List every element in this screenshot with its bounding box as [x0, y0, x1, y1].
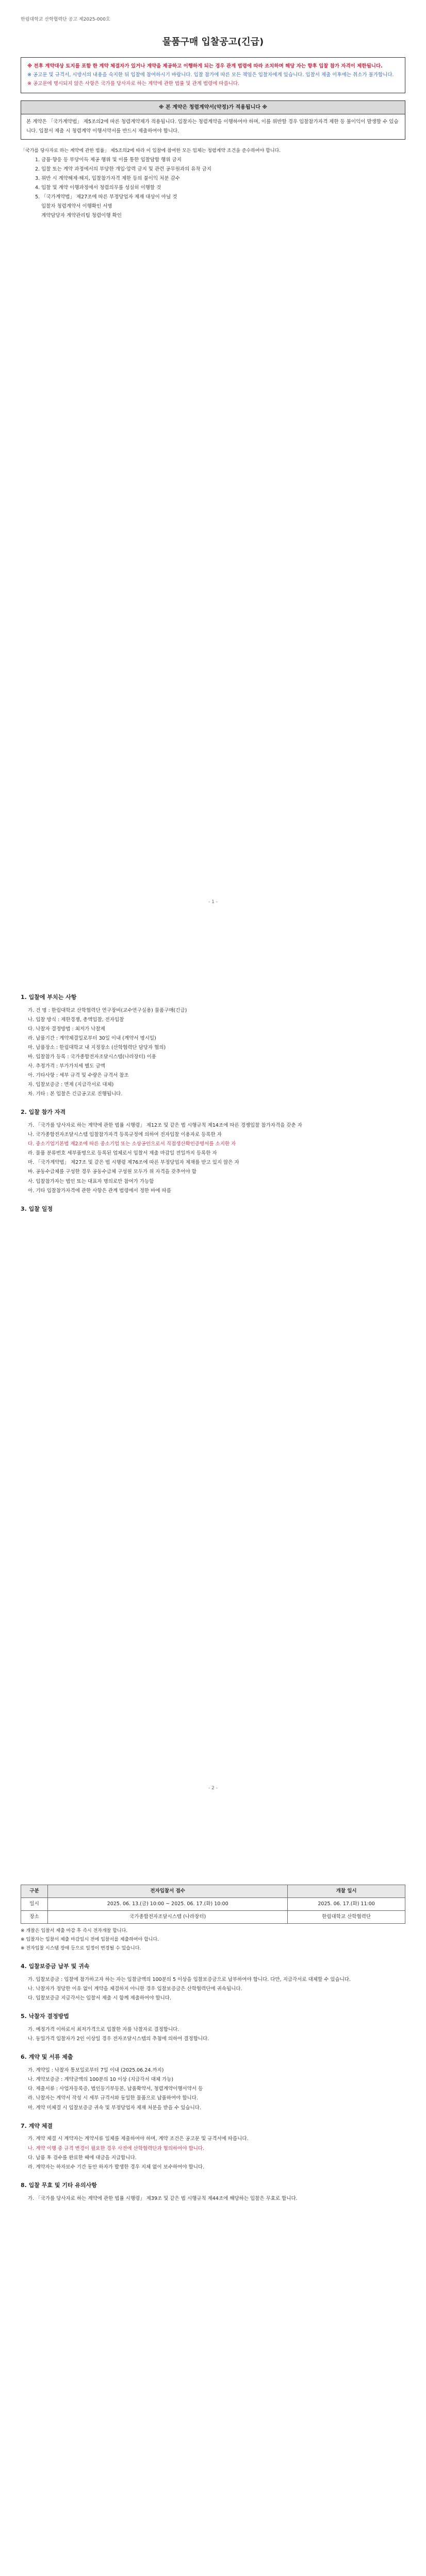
section-title: 4. 입찰보증금 납부 및 귀속	[21, 1963, 90, 1970]
section-item: 나. 낙찰자가 정당한 이유 없이 계약을 체결하지 아니한 경우 입찰보증금은 산학협력단에 귀속됩니다.	[28, 1986, 242, 1992]
section-item: 가. 입찰보증금 : 입찰에 참가하고자 하는 자는 입찰금액의 100분의 5 이상을 입찰보증금으로 납부하여야 합니다. 다만, 지급각서로 대체할 수 있습니다.	[28, 1977, 351, 1983]
section-item: 가. 건 명 : 한림대학교 산학협력단 연구장비(교수연구실용) 물품구매(긴급)	[28, 1007, 187, 1013]
intro-item: 1. 금품·향응 등 부당이득 제공 행위 및 이를 통한 입찰담합 행위 금지	[35, 157, 182, 163]
intro-item: 5. 「국가계약법」 제27조에 따른 부정당업자 제재 대상이 아닐 것	[35, 194, 177, 200]
page-2	[0, 948, 426, 1834]
table-row	[21, 1898, 405, 1911]
notice-line: ※ 공고문 및 규격서, 시방서의 내용을 숙지한 뒤 입찰에 참여하시기 바랍니다. 입찰 참가에 따른 모든 책임은 입찰자에게 있습니다. 입찰서 제출 이후에는 취소가 불가합니다.	[27, 72, 394, 78]
section-item: 마. 계약 미체결 시 입찰보증금 귀속 및 부정당업자 제재 처분을 받을 수 있습니다.	[28, 2105, 201, 2111]
section-item: 나. 국가종합전자조달시스템 입찰참가자격 등록규정에 의하여 전자입찰 이용자로 등록한 자	[28, 1132, 222, 1138]
schedule-note: ※ 개찰은 입찰서 제출 마감 후 즉시 전자개찰 합니다.	[21, 1928, 128, 1934]
intro-item: 2. 입찰 또는 계약 과정에서의 부당한 개입·압력 금지 및 관련 공무원과의 유착 금지	[35, 166, 211, 172]
integrity-contract-box	[21, 100, 405, 140]
table-header-row	[21, 1885, 405, 1898]
section-title: 8. 입찰 무효 및 기타 유의사항	[21, 2181, 97, 2189]
page-1	[0, 0, 426, 948]
intro-item: 3. 위반 시 계약해제·해지, 입찰참가자격 제한 등의 불이익 처분 감수	[35, 175, 180, 181]
section-item: 바. 입찰참가 등록 : 국가종합전자조달시스템(나라장터) 이용	[28, 1054, 156, 1060]
section-title: 2. 입찰 참가 자격	[21, 1109, 66, 1116]
document-number: 한림대학교 산학협력단 공고 제2025-000호	[21, 17, 110, 22]
notice-box	[21, 57, 405, 93]
section-item: 가. 계약 체결 시 계약자는 계약서류 일체를 제출하여야 하며, 계약 조건은 공고문 및 규격서에 따릅니다.	[28, 2136, 249, 2142]
section-item: 다. 입찰보증금 지급각서는 입찰서 제출 시 함께 제출하여야 합니다.	[28, 1995, 171, 2002]
section-item: 다. 제출서류 : 사업자등록증, 법인등기부등본, 납품확약서, 청렴계약이행서약서 등	[28, 2086, 203, 2092]
section-title: 5. 낙찰자 결정방법	[21, 2013, 69, 2020]
notice-line: ※ 전후 계약대상 토지를 포함 한 계약 체결자가 있거나 계약을 제공하고 이행하게 되는 경우 관계 법령에 따라 조치하며 해당 자는 향후 입찰 참가 자격이 제한됩니다.	[27, 63, 383, 70]
section-item: 아. 기타 입찰참가자격에 관한 사항은 관계 법령에서 정한 바에 따름	[28, 1188, 171, 1194]
table-row	[21, 1911, 405, 1924]
table-cell: 2025. 06. 13.(금) 10:00 ~ 2025. 06. 17.(화) 10:00	[48, 1898, 288, 1911]
intro-tail: 계약담당자 계약관리팀 청렴이행 확인	[41, 213, 122, 219]
page-title: 물품구매 입찰공고(긴급)	[162, 37, 264, 48]
page-number: - 2 -	[208, 1785, 218, 1791]
intro-tail: 입찰자 청렴계약서 이행확인 서명	[41, 203, 112, 209]
schedule-note: ※ 전자입찰 시스템 장애 등으로 일정이 변경될 수 있습니다.	[21, 1946, 141, 1952]
section-item: 라. 계약자는 하자보수 기간 동안 하자가 발생한 경우 지체 없이 보수하여야 합니다.	[28, 2164, 205, 2170]
section-item: 가. 「국가를 당사자로 하는 계약에 관한 법률 시행령」 제39조 및 같은 법 시행규칙 제44조에 해당하는 입찰은 무효로 합니다.	[28, 2195, 298, 2201]
section-item: 가. 예정가격 이하로서 최저가격으로 입찰한 자를 낙찰자로 결정합니다.	[28, 2027, 179, 2033]
integrity-box-body: 본 계약은 「국가계약법」 제5조의2에 따른 청렴계약제가 적용됩니다. 입찰자는 청렴계약을 이행하여야 하며, 이를 위반할 경우 입찰참가자격 제한 등 불이익이 발생할 수 있습니다. 입찰서 제출 시 청렴계약 이행서약서를 반드시 제출하여야 합니다.	[26, 118, 399, 134]
table-header: 개찰 일시	[288, 1885, 405, 1898]
integrity-box-title: ※ 본 계약은 청렴계약서(약정)가 적용됩니다 ※	[21, 101, 405, 114]
section-item: 라. 낙찰자는 계약서 작성 시 세부 규격서와 동일한 물품으로 납품하여야 합니다.	[28, 2095, 198, 2102]
section-item: 나. 계약 이행 중 규격 변경이 필요한 경우 사전에 산학협력단과 협의하여야 합니다.	[28, 2145, 205, 2151]
intro-item: 4. 입찰 및 계약 이행과정에서 청렴의무를 성실히 이행할 것	[35, 184, 161, 191]
section-item: 차. 기타 : 본 입찰은 긴급공고로 진행됩니다.	[28, 1091, 123, 1097]
section-item: 사. 추정가격 : 부가가치세 별도 금액	[28, 1063, 105, 1070]
section-item: 가. 계약일 : 낙찰자 통보일로부터 7일 이내 (2025.06.24.까지)	[28, 2067, 164, 2074]
section-item: 나. 동일가격 입찰자가 2인 이상일 경우 전자조달시스템의 추첨에 의하여 결정합니다.	[28, 2036, 209, 2042]
table-cell: 2025. 06. 17.(화) 11:00	[288, 1898, 405, 1911]
section-item: 마. 납품장소 : 한림대학교 내 지정장소 (산학협력단 담당자 협의)	[28, 1045, 166, 1051]
schedule-table	[21, 1885, 405, 1924]
table-cell: 한림대학교 산학협력단	[288, 1911, 405, 1924]
section-item: 가. 「국가를 당사자로 하는 계약에 관한 법률 시행령」 제12조 및 같은 법 시행규칙 제14조에 따른 경쟁입찰 참가자격을 갖춘 자	[28, 1123, 302, 1129]
section-item: 다. 낙찰자 결정방법 : 최저가 낙찰제	[28, 1026, 105, 1032]
table-cell: 일시	[21, 1898, 48, 1911]
section-title: 6. 계약 및 서류 제출	[21, 2054, 73, 2061]
section-item: 다. 납품 후 검수를 완료한 때에 대금을 지급합니다.	[28, 2155, 137, 2161]
section-item: 아. 기타사항 : 세부 규격 및 수량은 규격서 참조	[28, 1073, 129, 1079]
section-item: 바. 공동수급체를 구성한 경우 공동수급체 구성원 모두가 위 자격을 갖추어야 함	[28, 1169, 196, 1175]
table-cell: 장소	[21, 1911, 48, 1924]
section-item: 마. 「국가계약법」 제27조 및 같은 법 시행령 제76조에 따른 부정당업자 제재를 받고 있지 않은 자	[28, 1160, 239, 1166]
section-title: 7. 계약 체결	[21, 2122, 53, 2129]
page-number: - 1 -	[208, 899, 218, 905]
section-item: 사. 입찰참가자는 법인 또는 대표자 명의로만 참여가 가능함	[28, 1178, 154, 1184]
table-cell: 국가종합전자조달시스템 (나라장터)	[48, 1911, 288, 1924]
table-header: 전자입찰서 접수	[48, 1885, 288, 1898]
section-item: 다. 중소기업기본법 제2조에 따른 중소기업 또는 소상공인으로서 직접생산확인증명서를 소지한 자	[28, 1141, 236, 1147]
page-3	[0, 1834, 426, 2576]
schedule-note: ※ 입찰자는 입찰서 제출 마감일시 전에 입찰서를 제출하여야 합니다.	[21, 1937, 159, 1943]
intro-text: 「국가를 당사자로 하는 계약에 관한 법률」 제5조의2에 따라 이 입찰에 참여한 모든 업체는 청렴계약 조건을 준수하여야 합니다.	[21, 148, 281, 154]
section-item: 라. 물품 분류번호 세부품명으로 등록된 업체로서 입찰서 제출 마감일 전일까지 등록한 자	[28, 1150, 217, 1157]
section-item: 라. 납품기간 : 계약체결일로부터 30일 이내 (계약서 명시일)	[28, 1036, 156, 1042]
section-title: 1. 입찰에 부치는 사항	[21, 994, 77, 1001]
section-title: 3. 입찰 일정	[21, 1205, 53, 1212]
section-item: 나. 계약보증금 : 계약금액의 100분의 10 이상 (지급각서 대체 가능)	[28, 2077, 174, 2083]
table-header: 구분	[21, 1885, 48, 1898]
section-item: 나. 입찰 방식 : 제한경쟁, 총액입찰, 전자입찰	[28, 1016, 124, 1023]
notice-line: ※ 공고문에 명시되지 않은 사항은 국가를 당사자로 하는 계약에 관한 법률 및 관계 법령에 따릅니다.	[27, 81, 240, 87]
section-item: 자. 입찰보증금 : 면제 (지급각서로 대체)	[28, 1082, 114, 1088]
